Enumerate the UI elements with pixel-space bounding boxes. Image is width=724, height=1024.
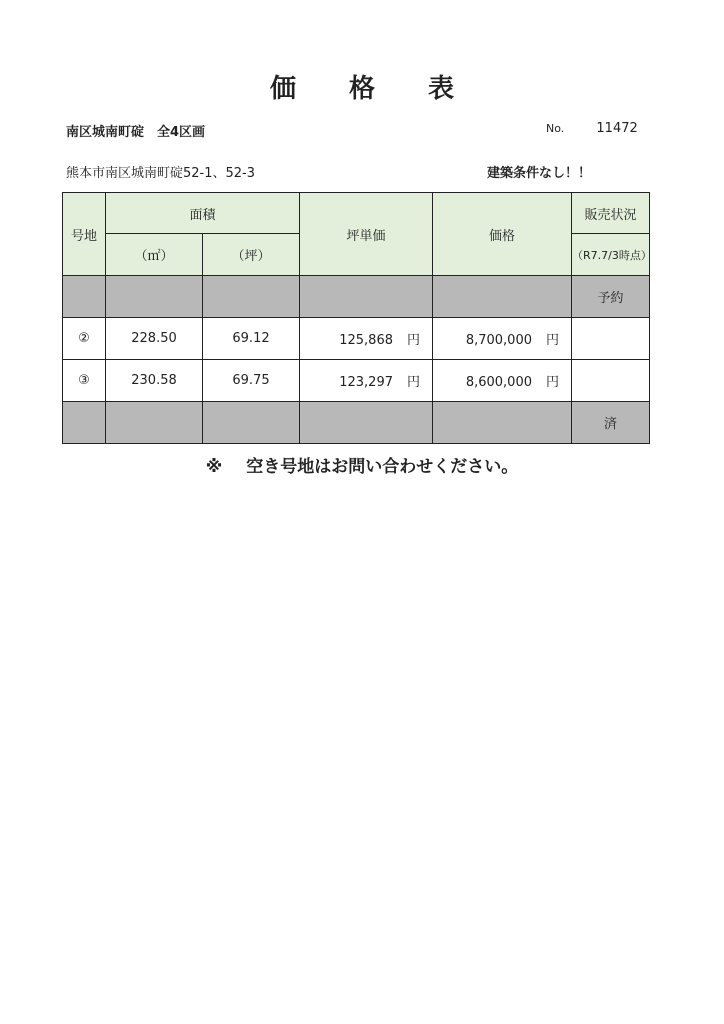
note-mark: ※ [205,457,223,477]
header-price: 価格 [433,193,572,276]
doc-no-label: No. [546,122,565,135]
cell-area-tsubo [203,276,300,318]
table-row [63,402,650,444]
currency-unit: 円 [546,333,560,348]
cell-price [433,276,572,318]
cell-area-sqm: 230.58 [106,360,203,402]
cell-status: 済 [572,402,650,444]
header-status-date: （R7.7/3時点） [572,234,650,276]
cell-unit-price [300,402,433,444]
cell-lot: ② [63,318,106,360]
header-lot: 号地 [63,193,106,276]
table-row [63,318,650,360]
inquiry-note [0,452,724,477]
cell-area-tsubo: 69.12 [203,318,300,360]
cell-area-tsubo: 69.75 [203,360,300,402]
cell-price [433,318,572,360]
price-table [62,192,650,444]
header-status: 販売状況 [572,193,650,234]
amount-value: 125,868 [339,333,393,348]
building-condition: 建築条件なし！！ [487,166,592,181]
cell-status [572,360,650,402]
cell-lot [63,402,106,444]
amount-value: 8,700,000 [465,333,532,348]
property-subtitle: 南区城南町碇 全4区画 [66,125,206,140]
table-row [63,360,650,402]
header-area: 面積 [106,193,300,234]
note-text: 空き号地はお問い合わせください。 [246,457,519,477]
page-title: 価 格 表 [269,74,477,104]
document-number [546,121,638,136]
cell-unit-price [300,276,433,318]
cell-unit-price [300,318,433,360]
cell-status: 予約 [572,276,650,318]
cell-area-sqm [106,402,203,444]
header-area-sqm: （㎡） [106,234,203,276]
cell-area-sqm: 228.50 [106,318,203,360]
currency-unit: 円 [407,375,421,390]
doc-no-value: 11472 [596,121,638,136]
cell-status [572,318,650,360]
cell-area-tsubo [203,402,300,444]
cell-price [433,360,572,402]
currency-unit: 円 [407,333,421,348]
amount-value: 8,600,000 [465,375,532,390]
cell-lot: ③ [63,360,106,402]
cell-lot [63,276,106,318]
table-row [63,276,650,318]
currency-unit: 円 [546,375,560,390]
header-area-tsubo: （坪） [203,234,300,276]
header-unit-price: 坪単価 [300,193,433,276]
amount-value: 123,297 [339,375,393,390]
cell-price [433,402,572,444]
cell-area-sqm [106,276,203,318]
property-address: 熊本市南区城南町碇52-1、52-3 [66,166,256,181]
cell-unit-price [300,360,433,402]
